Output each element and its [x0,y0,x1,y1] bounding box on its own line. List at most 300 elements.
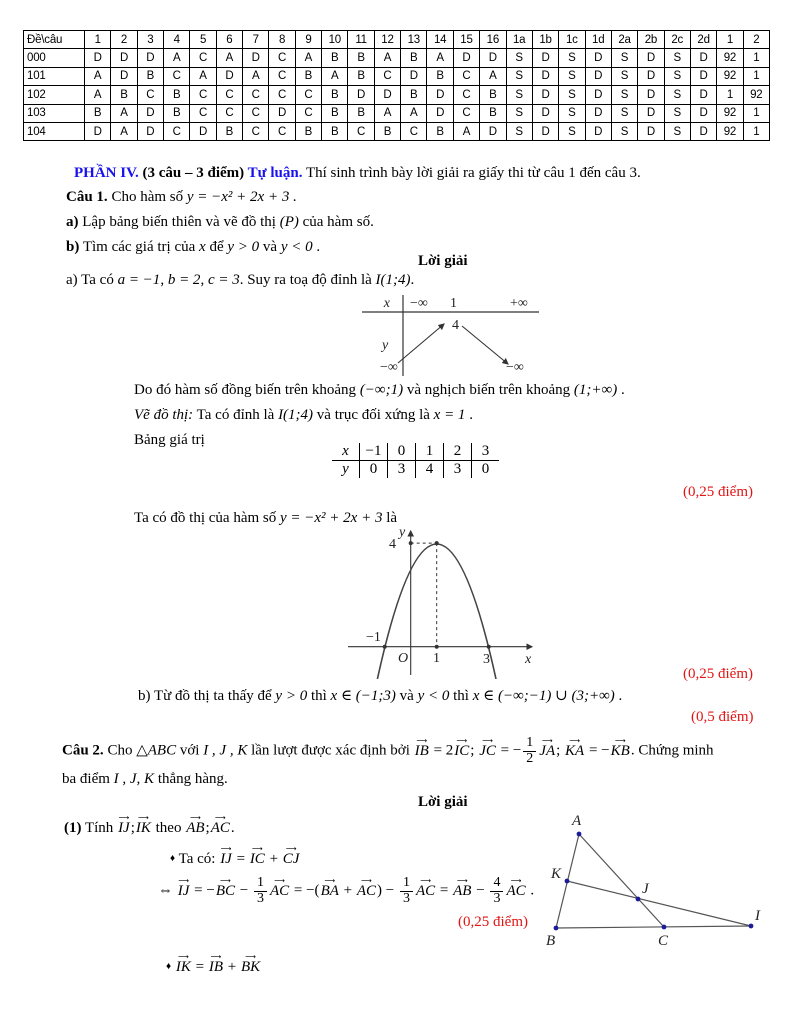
vector-AB: AB ⟶ [185,819,205,838]
table-cell: 1 [743,67,769,85]
table-cell: S [664,49,690,67]
table-cell: C [243,86,269,104]
fraction-numerator: 1 [254,876,267,892]
table-cell: −1 [360,443,388,461]
part4-tuluan: Tự luận. [247,165,303,181]
table-cell: 8 [269,31,295,49]
label-B: B [546,933,556,949]
table-cell: S [559,104,585,122]
table-cell: A [453,122,479,140]
table-cell: 92 [717,104,743,122]
table-cell: 000 [24,49,85,67]
cau2-line2b: I , J, K [113,771,155,787]
vector-IK: IK ⟶ [135,819,152,838]
sol-b-text2: thì [307,688,331,704]
cau2-t3: lần lượt được xác định bởi [247,742,414,759]
table-cell: D [401,67,427,85]
bullet-icon: ♦ [166,961,172,972]
table-row [24,86,770,104]
sol-a-c2: , [200,272,208,288]
cau1-b-y1: y > 0 [227,239,260,255]
table-header-row [24,31,770,49]
table-cell: B [322,122,348,140]
table-cell: 10 [322,31,348,49]
root-point-3 [487,645,491,649]
table-cell: B [427,122,453,140]
table-cell: S [611,104,637,122]
graph-neg1-label: −1 [366,630,381,645]
cau2-e3: = − [585,742,610,759]
table-cell: B [322,104,348,122]
bbt-arrow-down [462,326,508,364]
fraction-numerator: 1 [523,736,536,752]
score-mark-1: (0,25 điểm) [683,484,753,500]
sol-monotonic-line [134,381,625,400]
table-cell: S [664,67,690,85]
table-cell: D [638,104,664,122]
table-cell: D [111,49,137,67]
table-cell: C [164,67,190,85]
table-cell: x [332,443,360,461]
loigiai-heading-2: Lời giải [418,794,468,810]
bbt-arrow-up [398,324,444,363]
table-cell: A [374,104,400,122]
cau1-a-text2: của hàm số. [298,214,374,230]
table-row [24,49,770,67]
vector-AC-3: AC ⟶ [356,882,377,901]
sol2-iff-e4: = [436,882,453,899]
part4-points: (3 câu – 3 điểm) [138,165,248,181]
bbt-y-label: y [382,338,389,353]
bbt-neg-inf-right: −∞ [506,360,524,375]
table-cell: 2 [444,443,472,461]
table-cell: 12 [374,31,400,49]
table-cell: D [374,86,400,104]
table-cell: D [480,122,506,140]
table-cell: D [638,122,664,140]
table-row [24,122,770,140]
table-cell: 92 [717,122,743,140]
table-cell: 9 [295,31,321,49]
cau1-formula: y = −x² + 2x + 3 . [186,189,297,205]
table-cell: 1b [532,31,558,49]
vector-IC: IC ⟶ [453,742,470,761]
table-cell: B [401,86,427,104]
fraction-numerator: 1 [400,876,413,892]
cau1-b-x: x [199,239,206,255]
cau2-t4: . Chứng minh [630,742,714,759]
table-cell: 6 [216,31,242,49]
table-cell: 92 [743,86,769,104]
table-cell: D [137,49,163,67]
table-cell: A [111,104,137,122]
table-cell: B [322,86,348,104]
table-cell: D [585,104,611,122]
table-cell: S [506,122,532,140]
sol2-iff-line [158,876,534,906]
part4-heading [74,164,641,183]
cau1-b-y2: y < 0 [280,239,313,255]
cau1-line [66,188,297,207]
table-cell: C [374,67,400,85]
table-cell: C [137,86,163,104]
table-cell: C [348,122,374,140]
table-cell: D [690,67,716,85]
sol-dodo-int2: (1;+∞) [573,382,618,398]
graph-y-label: y [399,525,406,540]
label-K: K [551,866,562,882]
table-cell: 14 [427,31,453,49]
score-mark-3: (0,5 điểm) [691,709,754,725]
bullet-icon: ♦ [170,853,176,864]
table-cell: 2 [743,31,769,49]
table-cell: 15 [453,31,479,49]
point-K [565,879,570,884]
cau2-e2: = − [496,742,522,759]
table-cell: C [453,104,479,122]
table-cell: A [111,122,137,140]
table-cell: 101 [24,67,85,85]
cau2-line1 [62,736,714,766]
bbt-neg-inf-left: −∞ [380,360,398,375]
table-cell: D [585,122,611,140]
sol-vedothi-line [134,406,473,425]
table-cell: D [85,49,111,67]
sol2-iff-m1: − [236,882,252,899]
table-cell: D [585,67,611,85]
table-cell: B [137,67,163,85]
y4-point [409,541,413,545]
part4-label: PHẦN IV. [74,165,139,181]
graph-origin-label: O [398,651,409,666]
sol-a-vertex: I(1;4) [375,272,411,288]
sol-graph-text1: Ta có đồ thị của hàm số [134,510,280,526]
table-cell: S [559,67,585,85]
table-cell: B [480,86,506,104]
sol-graph-formula: y = −x² + 2x + 3 [280,510,383,526]
vector-KA: KA ⟶ [564,742,585,761]
table-row [332,461,499,479]
table-cell: A [427,49,453,67]
vector-IB: IB ⟶ [414,742,430,761]
loigiai-heading-1: Lời giải [418,253,468,269]
table-cell: A [295,49,321,67]
sol-vedothi-dot: . [465,407,473,423]
table-cell: C [269,86,295,104]
table-cell: C [243,122,269,140]
sol-a-m3: c = 3 [207,272,240,288]
table-cell: S [611,49,637,67]
root-point-neg1 [383,645,387,649]
cau2-t1: Cho [103,742,137,759]
table-cell: B [401,49,427,67]
vector-BK: BK ⟶ [240,958,261,977]
table-cell: A [401,104,427,122]
table-cell: D [532,104,558,122]
table-cell: S [611,67,637,85]
table-cell: C [401,122,427,140]
table-cell: S [664,86,690,104]
iff-icon: ⇔ [158,882,177,899]
vector-IJ-2: IJ ⟶ [219,850,233,869]
table-cell: B [348,49,374,67]
cau1-a-p: (P) [279,214,299,230]
sol-a-c1: , [160,272,168,288]
table-cell: 104 [24,122,85,140]
fraction-1-3b [400,876,413,906]
table-row [24,104,770,122]
table-cell: D [690,86,716,104]
graph-three-label: 3 [483,652,490,667]
cau2-t2: với [176,742,204,759]
table-cell: 2c [664,31,690,49]
sol2-taco-plus: + [265,851,282,867]
table-cell: C [269,49,295,67]
sol-b-text3: và [395,688,418,704]
sol-a-dot: . [410,272,415,288]
table-cell: B [348,67,374,85]
table-cell: 1c [559,31,585,49]
table-cell: S [506,67,532,85]
vector-AC-4: AC ⟶ [415,882,436,901]
table-cell: D [427,104,453,122]
table-cell: C [453,67,479,85]
table-cell: Đề\câu [24,31,85,49]
graph-x-label: x [525,652,532,667]
table-cell: C [216,86,242,104]
table-cell: 7 [243,31,269,49]
sol2-sc: ; [130,820,135,836]
table-cell: C [190,49,216,67]
table-cell: D [532,49,558,67]
sol2-step-number: (1) [64,820,82,836]
sol-vedothi-axis: x = 1 [433,407,466,423]
table-cell: 0 [360,461,388,479]
table-cell: S [611,122,637,140]
table-cell: C [190,86,216,104]
table-cell: C [295,86,321,104]
cau1-b-label: b) [66,239,80,255]
table-cell: S [506,49,532,67]
table-cell: B [295,122,321,140]
table-cell: 3 [444,461,472,479]
table-cell: C [269,67,295,85]
table-cell: D [585,86,611,104]
table-cell: 3 [137,31,163,49]
fraction-denominator: 3 [403,890,410,906]
table-cell: B [85,104,111,122]
table-cell: D [85,122,111,140]
sol2-iff-e1: = − [190,882,215,899]
table-cell: 1 [743,122,769,140]
table-cell: 1 [85,31,111,49]
sol-b-dot: . [614,688,623,704]
table-cell: D [638,49,664,67]
fraction-1-2 [523,736,536,766]
foot-point-1 [435,645,439,649]
table-cell: D [585,49,611,67]
sol2-theo: theo [151,820,186,836]
sol-vedothi-label: Vẽ đồ thị: [134,407,194,423]
table-cell: D [216,67,242,85]
bbt-one: 1 [450,296,457,311]
sol2-iff-e3: ) − [377,882,398,899]
graph-four-label: 4 [389,537,396,552]
table-cell: 3 [472,443,500,461]
table-cell: D [111,67,137,85]
table-cell: D [532,67,558,85]
sol-a-line [66,271,414,290]
sol-b-line [138,687,622,706]
table-cell: 11 [348,31,374,49]
table-cell: C [243,104,269,122]
table-cell: B [348,104,374,122]
table-cell: D [137,104,163,122]
vector-AB-2: AB ⟶ [452,882,472,901]
fraction-denominator: 3 [493,890,501,906]
table-cell: A [216,49,242,67]
sol2-ik-eq: = [191,959,208,975]
cau2-triangle-name: △ABC [136,742,177,759]
cau2-line2 [62,770,228,789]
table-row [24,67,770,85]
sol-a-text2: . Suy ra toạ độ đỉnh là [239,272,376,288]
vector-IC-2: IC ⟶ [249,850,266,869]
sol-b-x1: x ∈ (−1;3) [330,688,396,704]
graph-one-label: 1 [433,651,440,666]
segment-BI [556,926,751,928]
sol2-iff-m2: − [472,882,489,899]
point-C [662,925,667,930]
sol-banggiatri-label: Bảng giá trị [134,432,205,448]
table-cell: A [322,67,348,85]
sol2-sc2: ; [205,820,210,836]
table-cell: 103 [24,104,85,122]
label-I: I [755,908,760,924]
table-cell: 0 [481,461,490,477]
answer-table [23,30,770,141]
table-cell: 1 [717,86,743,104]
sol-graph-text2: là [382,510,398,526]
sol-b-y1: y > 0 [275,688,308,704]
vector-AC-5: AC ⟶ [505,882,526,901]
table-cell: B [164,104,190,122]
table-cell: S [506,86,532,104]
cau2-s1: ; [470,742,479,759]
cau1-intro: Cho hàm số [107,189,187,205]
table-cell: C [190,104,216,122]
table-cell: 102 [24,86,85,104]
cau1-label: Câu 1. [66,189,108,205]
table-cell: A [480,67,506,85]
cau2-s2: ; [556,742,565,759]
table-cell: S [506,104,532,122]
table-cell: y [332,461,360,479]
table-cell: B [111,86,137,104]
vector-IJ-3: IJ ⟶ [177,882,191,901]
sol2-taco-line [170,850,300,869]
table-cell: A [164,49,190,67]
table-cell: D [427,86,453,104]
table-cell: 1d [585,31,611,49]
table-cell: D [532,122,558,140]
table-cell: 2b [638,31,664,49]
table-cell: B [480,104,506,122]
table-cell: B [374,122,400,140]
point-I [749,924,754,929]
vector-AC-2: AC ⟶ [269,882,290,901]
cau1-b-line [66,238,320,257]
table-cell: 1a [506,31,532,49]
table-cell: D [137,122,163,140]
sol-vedothi-vertex: I(1;4) [278,407,314,423]
segment-KI [567,881,751,926]
cau1-b-text2: để [205,239,228,255]
sol2-taco-eq: = [232,851,249,867]
sol2-taco-label: Ta có: [175,851,220,867]
cau2-line2a: ba điểm [62,771,114,787]
cau1-b-dot: . [312,239,321,255]
table-cell: A [85,86,111,104]
table-cell: S [559,122,585,140]
bbt-x-label: x [383,296,390,311]
table-cell: A [374,49,400,67]
vertex-point [435,541,439,545]
sol2-iff-end: . [526,882,535,899]
table-cell: C [269,122,295,140]
fraction-denominator: 3 [256,890,264,906]
sol-dodo-text2: và nghịch biến trên khoảng [403,382,574,398]
fraction-4-3 [490,876,503,906]
variation-table-figure [360,291,542,377]
table-cell: D [453,49,479,67]
table-cell: 4 [164,31,190,49]
cau1-b-text: Tìm các giá trị của [79,239,200,255]
score-mark-2: (0,25 điểm) [683,666,753,682]
vector-IK-2: IK ⟶ [175,958,192,977]
table-cell: D [638,86,664,104]
cau1-b-and: và [259,239,281,255]
table-cell: 1 [416,443,444,461]
vector-JC: JC ⟶ [478,742,497,761]
sol-dodo-dot: . [617,382,625,398]
table-cell: 16 [480,31,506,49]
table-cell: D [190,122,216,140]
vector-KB: KB ⟶ [610,742,631,761]
segment-AC [579,834,664,927]
table-cell: 13 [401,31,427,49]
cau1-a-text: Lập bảng biến thiên và vẽ đồ thị [78,214,280,230]
sol-b-x2: x ∈ (−∞;−1) ∪ (3;+∞) [472,688,615,704]
table-cell: S [664,104,690,122]
label-J: J [642,881,649,897]
table-cell: C [295,104,321,122]
sol2-iff-e2: = −( [290,882,320,899]
cau2-e1: = 2 [429,742,454,759]
vector-AC: AC ⟶ [210,819,231,838]
table-cell: B [216,122,242,140]
part4-instruction: Thí sinh trình bày lời giải ra giấy thi từ câu 1 đến câu 3. [302,165,641,181]
table-cell: 1 [743,104,769,122]
sol-vedothi-text1: Ta có đỉnh là [193,407,279,423]
table-cell: A [85,67,111,85]
fraction-numerator: 4 [490,876,503,892]
table-cell: B [295,67,321,85]
table-cell: D [243,49,269,67]
table-cell: B [427,67,453,85]
bbt-peak-value: 4 [452,318,459,333]
sol-b-text4: thì [449,688,473,704]
